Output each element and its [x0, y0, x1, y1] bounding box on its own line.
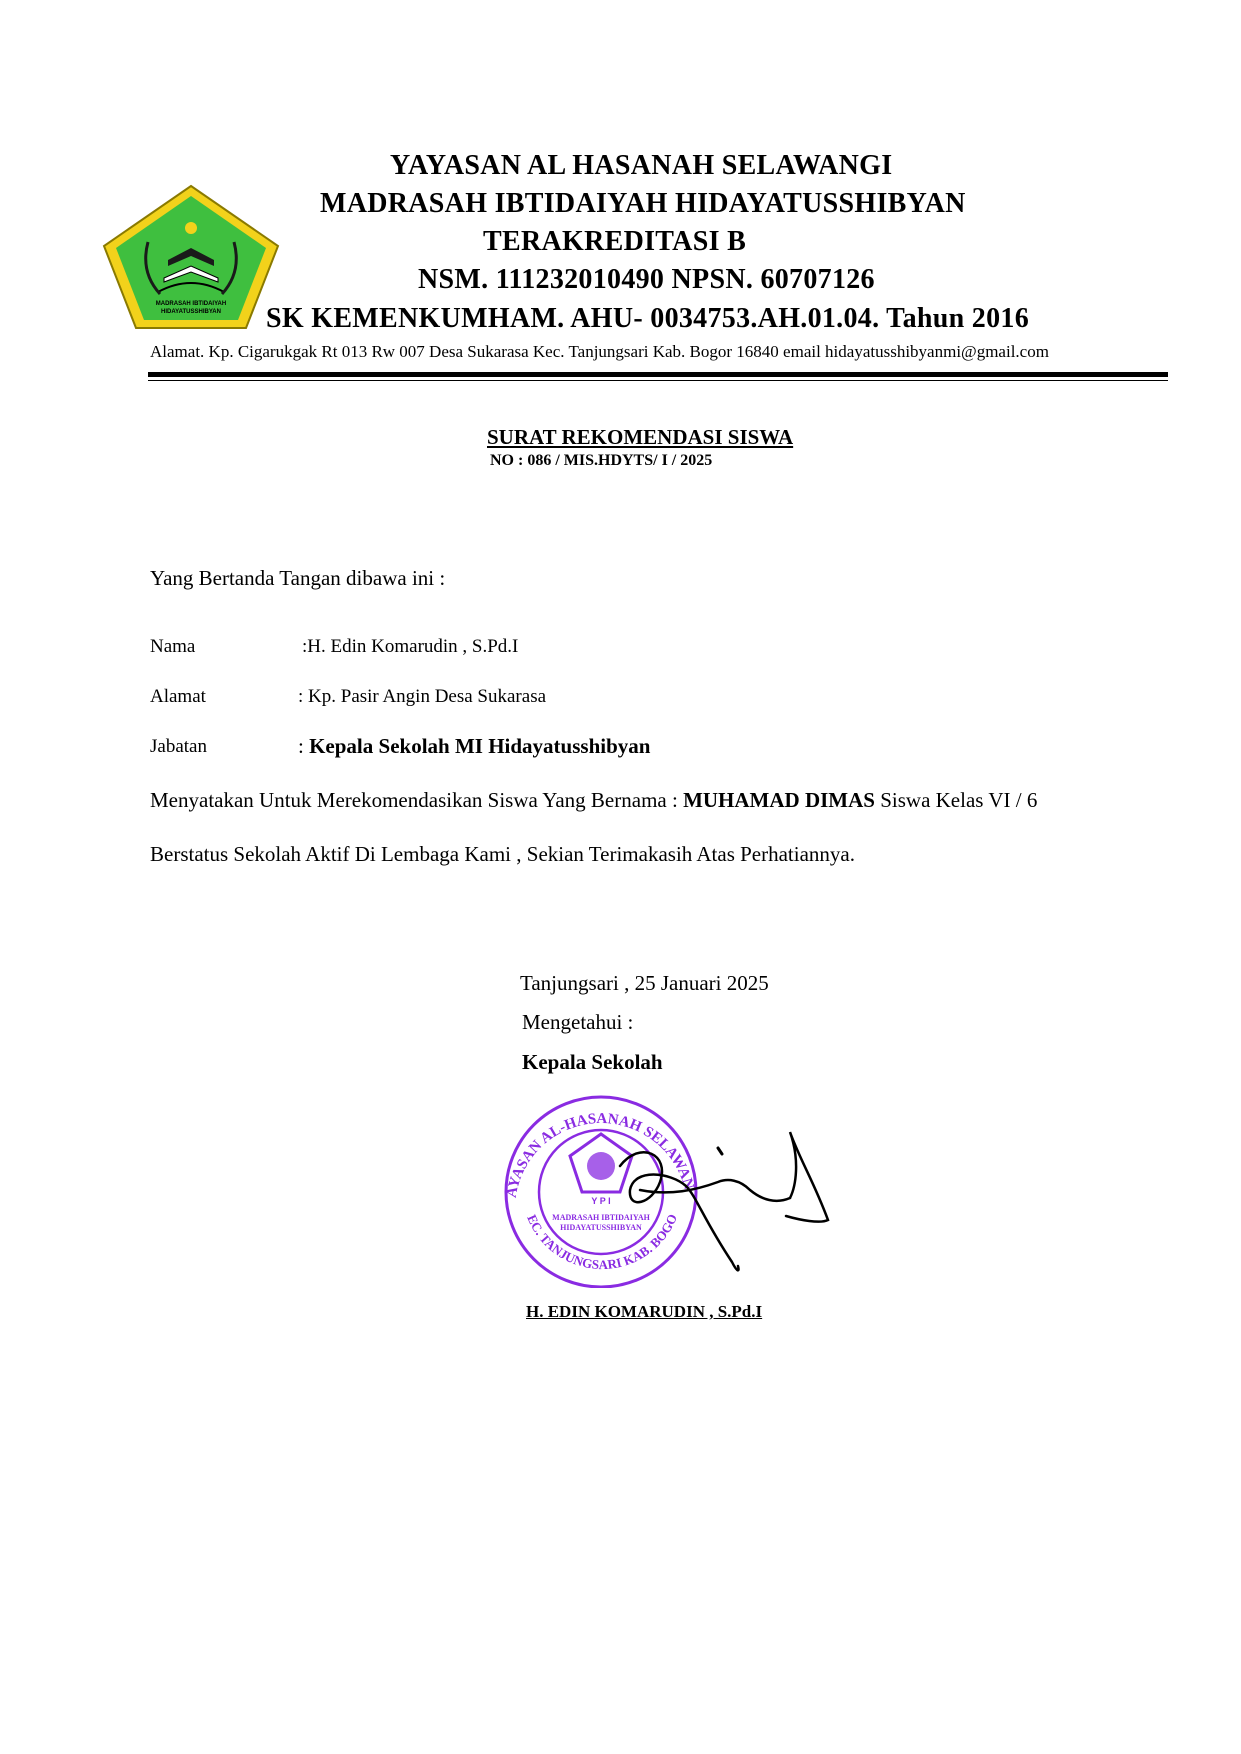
- stamp-outer-text: AYASAN AL-HASANAH SELAWAN: [503, 1111, 697, 1199]
- header-foundation: YAYASAN AL HASANAH SELAWANGI: [390, 150, 893, 181]
- statement-line-2: Berstatus Sekolah Aktif Di Lembaga Kami , Sekian Terimakasih Atas Perhatiannya.: [150, 842, 855, 866]
- header-nsm-npsn: NSM. 111232010490 NPSN. 60707126: [418, 264, 875, 295]
- signer-name: H. EDIN KOMARUDIN , S.Pd.I: [526, 1302, 763, 1321]
- field-value-jabatan: [298, 734, 650, 759]
- logo-caption-top: MADRASAH IBTIDAIYAH: [155, 301, 227, 307]
- field-value-nama: :H. Edin Komarudin , S.Pd.I: [302, 636, 519, 657]
- stamp-inner-line-1: MADRASAH IBTIDAIYAH: [552, 1213, 650, 1222]
- header-divider-thick: [148, 372, 1168, 377]
- field-jabatan-value: Kepala Sekolah MI Hidayatusshibyan: [309, 734, 651, 758]
- student-name: MUHAMAD DIMAS: [683, 788, 875, 812]
- header-school-name: MADRASAH IBTIDAIYAH HIDAYATUSSHIBYAN: [320, 188, 966, 219]
- field-label-nama: Nama: [150, 636, 196, 657]
- header-address: Alamat. Kp. Cigarukgak Rt 013 Rw 007 Desa Sukarasa Kec. Tanjungsari Kab. Bogor 16840 email hidayatusshibyanmi@gmail.com: [150, 342, 1049, 361]
- header-accreditation: TERAKREDITASI B: [483, 226, 747, 257]
- header-sk: SK KEMENKUMHAM. AHU- 0034753.AH.01.04. Tahun 2016: [266, 303, 1030, 334]
- stamp-bottom-text: EC. TANJUNGSARI KAB. BOGO: [524, 1211, 681, 1273]
- field-label-jabatan: Jabatan: [150, 736, 207, 757]
- school-logo: [100, 182, 282, 332]
- statement-line-1: [150, 788, 1037, 813]
- acknowledge-label: Mengetahui :: [522, 1010, 634, 1034]
- field-label-alamat: Alamat: [150, 686, 206, 707]
- letter-number: NO : 086 / MIS.HDYTS/ I / 2025: [490, 452, 713, 469]
- field-jabatan-prefix: :: [298, 734, 310, 758]
- signature-mark: [600, 1120, 840, 1290]
- header-divider-thin: [148, 380, 1168, 381]
- statement-text-1: Menyatakan Untuk Merekomendasikan Siswa Yang Bernama :: [150, 788, 684, 812]
- stamp-emblem-text: Y P I: [591, 1196, 611, 1206]
- letter-title: SURAT REKOMENDASI SISWA: [487, 425, 794, 449]
- signer-position: Kepala Sekolah: [522, 1050, 663, 1074]
- letter-intro: Yang Bertanda Tangan dibawa ini :: [150, 566, 446, 590]
- field-value-alamat: : Kp. Pasir Angin Desa Sukarasa: [298, 686, 547, 707]
- logo-caption-bottom: HIDAYATUSSHIBYAN: [161, 309, 221, 315]
- statement-text-2: Siswa Kelas VI / 6: [874, 788, 1038, 812]
- place-date: Tanjungsari , 25 Januari 2025: [520, 971, 769, 995]
- stamp-inner-line-2: HIDAYATUSSHIBYAN: [560, 1223, 642, 1232]
